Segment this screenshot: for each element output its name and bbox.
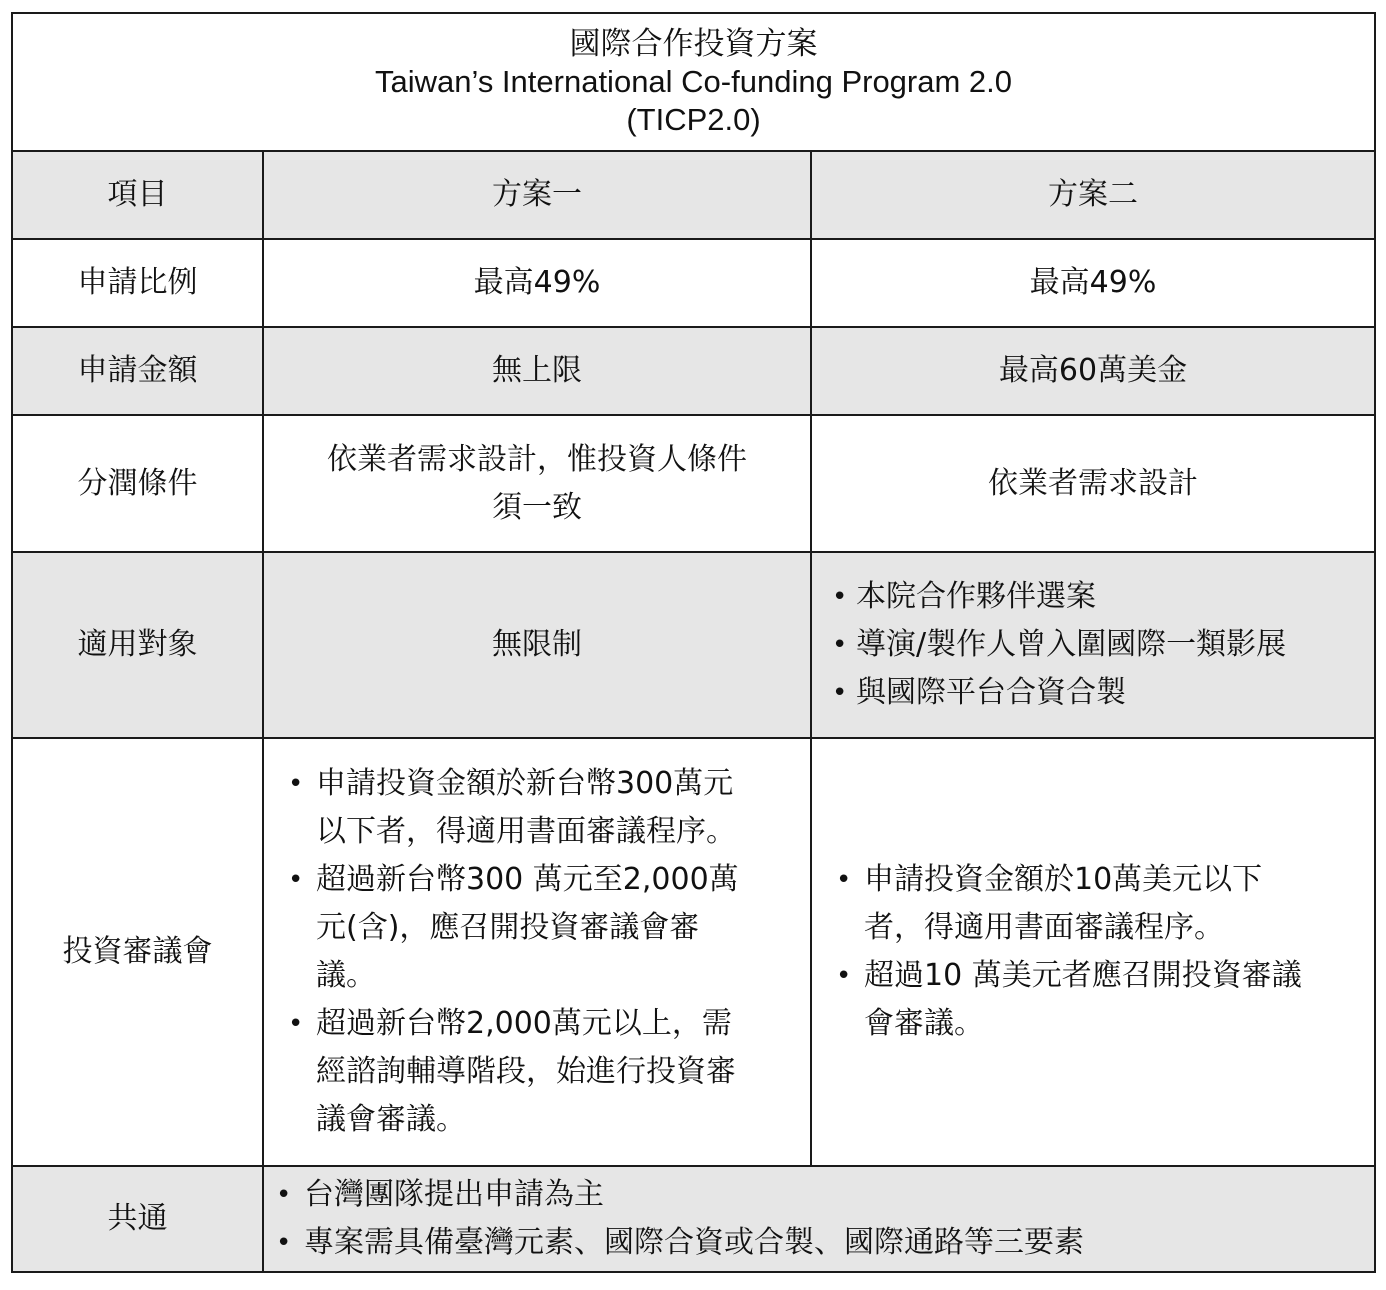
profit-plan1-line2: 須一致	[492, 489, 582, 525]
list-item-text: 專案需具備臺灣元素、國際合資或合製、國際通路等三要素	[304, 1225, 1084, 1260]
list-item-text: 超過10 萬美元者應召開投資審議	[864, 958, 1302, 993]
bullet-icon: •	[836, 961, 852, 991]
list-item	[276, 1171, 1374, 1219]
list-item-text: 超過新台幣2,000萬元以上，需	[316, 1006, 732, 1041]
target-label: 適用對象	[12, 552, 263, 738]
comparison-table	[11, 12, 1376, 1273]
list-item	[288, 1000, 800, 1144]
review-plan1-list	[288, 760, 800, 1144]
amount-plan2: 最高60萬美金	[811, 327, 1375, 415]
bullet-icon: •	[288, 1009, 304, 1039]
list-item	[276, 1219, 1374, 1267]
list-item	[836, 856, 1364, 952]
review-plan1	[263, 738, 811, 1166]
profit-plan2: 依業者需求設計	[811, 415, 1375, 552]
review-plan2	[811, 738, 1375, 1166]
list-item-text: 會審議。	[864, 1006, 984, 1041]
list-item-text: 導演/製作人曾入圍國際一類影展	[856, 627, 1287, 662]
bullet-icon: •	[276, 1180, 292, 1210]
list-item-text: 元(含)，應召開投資審議會審	[316, 910, 700, 945]
bullet-icon: •	[832, 630, 848, 660]
header-plan1: 方案一	[263, 151, 811, 239]
list-item-text: 者，得適用書面審議程序。	[864, 910, 1224, 945]
row-profit	[12, 415, 1375, 552]
list-item-text: 本院合作夥伴選案	[856, 579, 1096, 614]
list-item-text: 申請投資金額於10萬美元以下	[864, 862, 1263, 897]
common-content	[263, 1166, 1375, 1272]
header-plan2: 方案二	[811, 151, 1375, 239]
bullet-icon: •	[288, 865, 304, 895]
amount-plan1: 無上限	[263, 327, 811, 415]
list-item	[832, 573, 1374, 621]
header-row	[12, 151, 1375, 239]
list-item	[832, 669, 1374, 717]
profit-plan1	[263, 415, 811, 552]
review-label: 投資審議會	[12, 738, 263, 1166]
list-item	[288, 760, 800, 856]
list-item-text: 超過新台幣300 萬元至2,000萬	[316, 862, 739, 897]
list-item-text: 經諮詢輔導階段，始進行投資審	[316, 1054, 736, 1089]
ratio-label: 申請比例	[12, 239, 263, 327]
amount-label: 申請金額	[12, 327, 263, 415]
bullet-icon: •	[288, 769, 304, 799]
review-plan2-list	[836, 856, 1364, 1048]
list-item-text: 台灣團隊提出申請為主	[304, 1177, 604, 1212]
common-list	[276, 1171, 1374, 1267]
target-plan2	[811, 552, 1375, 738]
bullet-icon: •	[832, 678, 848, 708]
title-en: Taiwan’s International Co-funding Program 2.0	[375, 64, 1013, 99]
row-review	[12, 738, 1375, 1166]
profit-plan1-line1: 依業者需求設計，惟投資人條件	[327, 441, 747, 477]
title-abbr: (TICP2.0)	[626, 102, 761, 137]
list-item-text: 議會審議。	[316, 1102, 466, 1137]
row-target	[12, 552, 1375, 738]
ratio-plan1: 最高49%	[263, 239, 811, 327]
title-zh: 國際合作投資方案	[569, 26, 818, 61]
list-item-text: 申請投資金額於新台幣300萬元	[316, 766, 734, 801]
list-item-text: 議。	[316, 958, 376, 993]
common-label: 共通	[12, 1166, 263, 1272]
list-item	[288, 856, 800, 1000]
target-plan1: 無限制	[263, 552, 811, 738]
list-item-text: 與國際平台合資合製	[856, 675, 1126, 710]
header-item: 項目	[12, 151, 263, 239]
target-plan2-list	[832, 573, 1374, 717]
ratio-plan2: 最高49%	[811, 239, 1375, 327]
profit-label: 分潤條件	[12, 415, 263, 552]
list-item-text: 以下者，得適用書面審議程序。	[316, 814, 736, 849]
row-ratio	[12, 239, 1375, 327]
title-cell	[12, 13, 1375, 151]
bullet-icon: •	[276, 1228, 292, 1258]
row-amount	[12, 327, 1375, 415]
bullet-icon: •	[832, 582, 848, 612]
list-item	[832, 621, 1374, 669]
bullet-icon: •	[836, 865, 852, 895]
list-item	[836, 952, 1364, 1048]
row-common	[12, 1166, 1375, 1272]
title-row	[12, 13, 1375, 151]
